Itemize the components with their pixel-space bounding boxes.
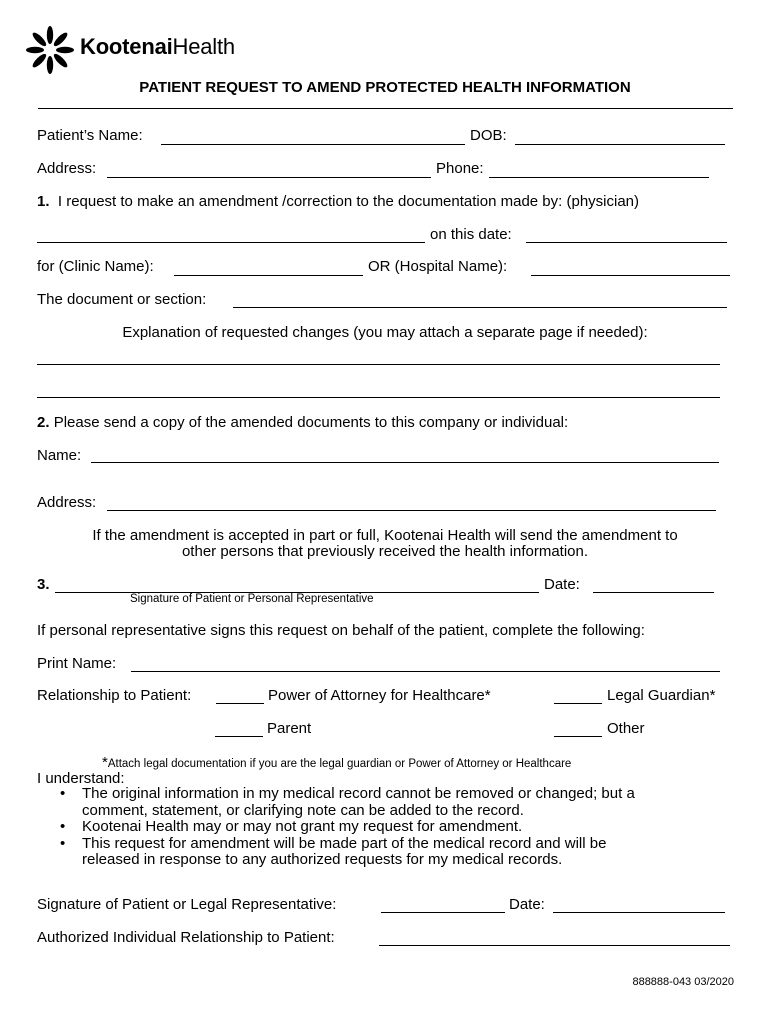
recipient-address-field[interactable] — [107, 510, 716, 511]
attach-note: *Attach legal documentation if you are the legal guardian or Power of Attorney or Healthcare — [102, 754, 572, 771]
logo-wordmark: KootenaiHealth — [80, 34, 235, 59]
other-checkline[interactable] — [554, 736, 602, 737]
title-divider — [38, 108, 733, 109]
guardian-option-label: Legal Guardian* — [607, 687, 716, 704]
patient-name-label: Patient’s Name: — [37, 127, 143, 144]
amendment-notice-line-1: If the amendment is accepted in part or full, Kootenai Health will send the amendment to — [92, 527, 678, 544]
recipient-address-label: Address: — [37, 494, 97, 511]
understand-heading: I understand: — [37, 770, 125, 787]
document-section-label: The document or section: — [37, 291, 207, 308]
form-code: 888888-043 03/2020 — [632, 976, 734, 988]
signature-3-date-label: Date: — [544, 576, 580, 593]
phone-label: Phone: — [436, 160, 484, 177]
clinic-name-field[interactable] — [174, 275, 363, 276]
recipient-name-label: Name: — [37, 447, 82, 464]
parent-option-label: Parent — [267, 720, 312, 737]
poa-checkline[interactable] — [216, 703, 264, 704]
final-date-label: Date: — [509, 896, 545, 913]
amendment-notice-line-2: other persons that previously received the health information. — [181, 543, 589, 560]
representative-instruction: If personal representative signs this request on behalf of the patient, complete the following: — [37, 622, 645, 639]
relationship-label: Relationship to Patient: — [37, 687, 192, 704]
dob-field[interactable] — [515, 144, 725, 145]
understand-bullet: • This request for amendment will be made part of the medical record and will be released in response to any authorized requests for my medical records. — [58, 836, 635, 869]
address-label: Address: — [37, 160, 97, 177]
explanation-line-2[interactable] — [37, 397, 720, 398]
final-signature-label: Signature of Patient or Legal Representative: — [37, 896, 337, 913]
patient-name-field[interactable] — [161, 144, 465, 145]
final-signature-field[interactable] — [381, 912, 505, 913]
kootenai-health-logo-icon — [22, 22, 78, 78]
section-2-text: 2. Please send a copy of the amended documents to this company or individual: — [37, 414, 569, 431]
hospital-name-label: OR (Hospital Name): — [368, 258, 508, 275]
signature-3-date-field[interactable] — [593, 592, 714, 593]
parent-checkline[interactable] — [215, 736, 263, 737]
print-name-label: Print Name: — [37, 655, 117, 672]
documentation-date-field[interactable] — [526, 242, 727, 243]
on-this-date-label: on this date: — [430, 226, 512, 243]
explanation-line-1[interactable] — [37, 364, 720, 365]
section-1-text: 1. I request to make an amendment /correction to the documentation made by: (physician) — [37, 193, 639, 210]
hospital-name-field[interactable] — [531, 275, 730, 276]
dob-label: DOB: — [470, 127, 507, 144]
other-option-label: Other — [607, 720, 645, 737]
authorized-relationship-label: Authorized Individual Relationship to Patient: — [37, 929, 335, 946]
form-title: PATIENT REQUEST TO AMEND PROTECTED HEALTH INFORMATION — [139, 79, 631, 96]
guardian-checkline[interactable] — [554, 703, 602, 704]
signature-3-caption: Signature of Patient or Personal Representative — [130, 593, 374, 605]
physician-field[interactable] — [37, 242, 425, 243]
document-section-field[interactable] — [233, 307, 727, 308]
clinic-name-label: for (Clinic Name): — [37, 258, 154, 275]
understand-list — [58, 786, 635, 869]
phone-field[interactable] — [489, 177, 709, 178]
poa-option-label: Power of Attorney for Healthcare* — [268, 687, 491, 704]
final-date-field[interactable] — [553, 912, 725, 913]
understand-bullet: • The original information in my medical record cannot be removed or changed; but a comment, statement, or clarifying note can be added to the record. — [58, 786, 635, 819]
section-3-number: 3. — [37, 576, 50, 593]
print-name-field[interactable] — [131, 671, 720, 672]
explanation-label: Explanation of requested changes (you may attach a separate page if needed): — [122, 324, 648, 341]
authorized-relationship-field[interactable] — [379, 945, 730, 946]
understand-bullet: • Kootenai Health may or may not grant my request for amendment. — [58, 819, 635, 836]
address-field[interactable] — [107, 177, 431, 178]
recipient-name-field[interactable] — [91, 462, 719, 463]
